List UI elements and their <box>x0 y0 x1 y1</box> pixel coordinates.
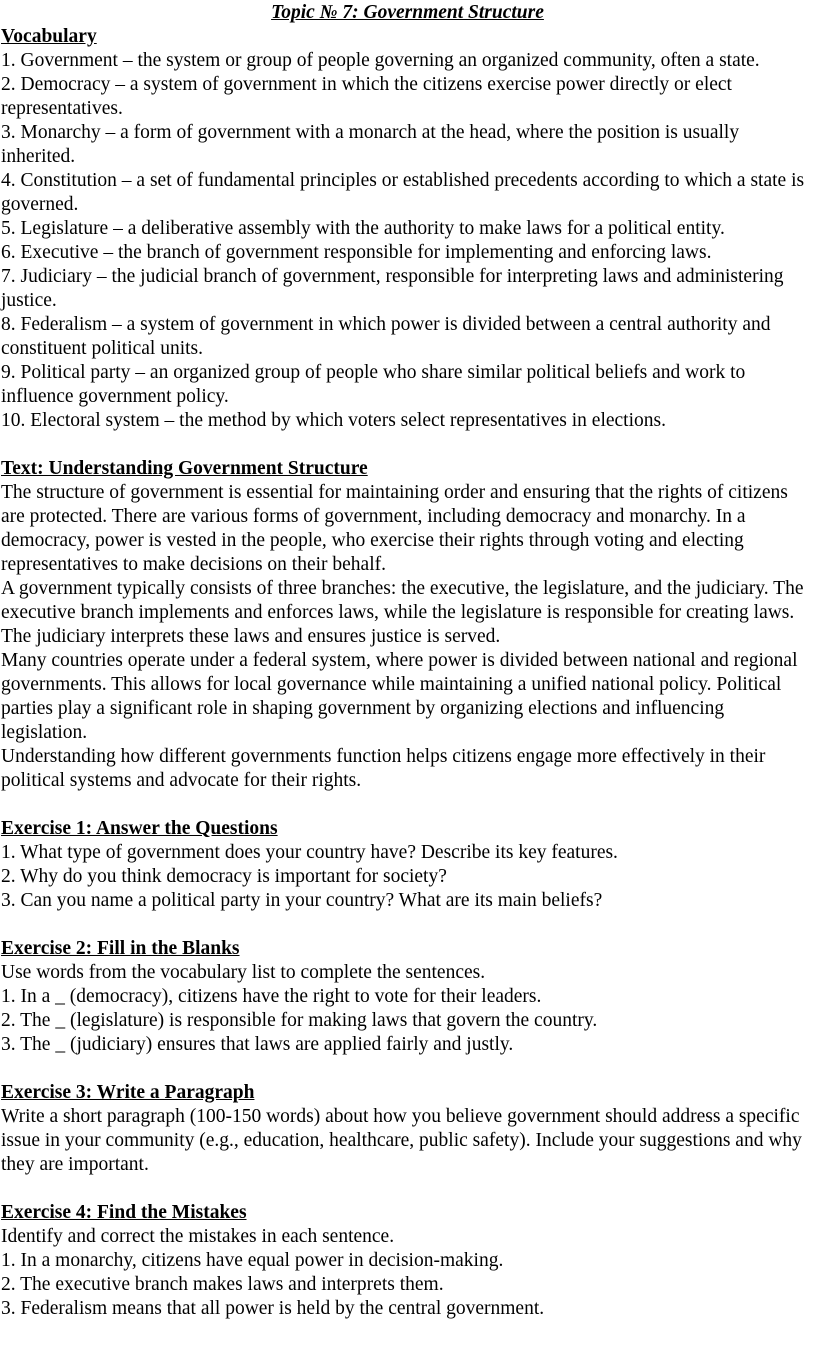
exercise-1 <box>1 817 814 913</box>
vocabulary-item: 4. Constitution – a set of fundamental principles or established precedents according to which a state is governed. <box>1 170 805 215</box>
vocabulary-item: 7. Judiciary – the judicial branch of government, responsible for interpreting laws and administering justice. <box>1 266 784 311</box>
exercise-line: 2. Why do you think democracy is important for society? <box>1 866 447 887</box>
vocabulary-item: 5. Legislature – a deliberative assembly with the authority to make laws for a political entity. <box>1 218 725 239</box>
exercise-line: Write a short paragraph (100-150 words) about how you believe government should address a specific issue in your community (e.g., education, healthcare, public safety). Include your suggestions and why they are important. <box>1 1106 802 1175</box>
exercise-3 <box>1 1081 814 1177</box>
exercise-heading: Exercise 3: Write a Paragraph <box>1 1082 255 1103</box>
vocabulary-item: 2. Democracy – a system of government in which the citizens exercise power directly or elect representatives. <box>1 74 732 119</box>
exercise-line: 3. The _ (judiciary) ensures that laws are applied fairly and justly. <box>1 1034 514 1055</box>
exercise-line: 2. The executive branch makes laws and interprets them. <box>1 1274 444 1295</box>
text-body <box>1 481 814 793</box>
exercise-4 <box>1 1201 814 1321</box>
vocabulary-item: 8. Federalism – a system of government in which power is divided between a central authority and constituent political units. <box>1 314 771 359</box>
text-heading: Text: Understanding Government Structure <box>1 458 368 479</box>
text-paragraph: A government typically consists of three branches: the executive, the legislature, and the judiciary. The executive branch implements and enforces laws, while the legislature is responsible for creating laws. The judiciary interprets these laws and ensures justice is served. <box>1 578 804 647</box>
exercise-line: Identify and correct the mistakes in each sentence. <box>1 1226 395 1247</box>
vocabulary-heading: Vocabulary <box>1 26 97 47</box>
text-paragraph: The structure of government is essential for maintaining order and ensuring that the rights of citizens are protected. There are various forms of government, including democracy and monarchy. In a democracy, power is vested in the people, who exercise their rights through voting and electing representatives to make decisions on their behalf. <box>1 482 788 575</box>
exercise-line: 3. Can you name a political party in your country? What are its main beliefs? <box>1 890 603 911</box>
text-paragraph: Many countries operate under a federal system, where power is divided between national and regional governments. This allows for local governance while maintaining a unified national policy. Political parties play a significant role in shaping government by organizing elections and influencing legislation. <box>1 650 798 743</box>
vocabulary-item: 1. Government – the system or group of people governing an organized community, often a state. <box>1 50 760 71</box>
vocabulary-list <box>1 49 814 433</box>
exercises <box>1 793 814 1321</box>
exercise-line: 1. In a _ (democracy), citizens have the right to vote for their leaders. <box>1 986 542 1007</box>
exercise-line: 1. In a monarchy, citizens have equal power in decision-making. <box>1 1250 504 1271</box>
exercise-line: 1. What type of government does your country have? Describe its key features. <box>1 842 618 863</box>
page-title: Topic № 7: Government Structure <box>271 2 544 23</box>
vocabulary-item: 10. Electoral system – the method by which voters select representatives in elections. <box>1 410 666 431</box>
exercise-heading: Exercise 4: Find the Mistakes <box>1 1202 247 1223</box>
exercise-line: Use words from the vocabulary list to complete the sentences. <box>1 962 486 983</box>
text-paragraph: Understanding how different governments function helps citizens engage more effectively in their political systems and advocate for their rights. <box>1 746 766 791</box>
exercise-heading: Exercise 2: Fill in the Blanks <box>1 938 240 959</box>
exercise-line: 2. The _ (legislature) is responsible for making laws that govern the country. <box>1 1010 598 1031</box>
vocabulary-item: 9. Political party – an organized group of people who share similar political beliefs and work to influence government policy. <box>1 362 746 407</box>
vocabulary-item: 6. Executive – the branch of government responsible for implementing and enforcing laws. <box>1 242 712 263</box>
exercise-2 <box>1 937 814 1057</box>
exercise-line: 3. Federalism means that all power is held by the central government. <box>1 1298 545 1319</box>
exercise-heading: Exercise 1: Answer the Questions <box>1 818 278 839</box>
vocabulary-item: 3. Monarchy – a form of government with a monarch at the head, where the position is usually inherited. <box>1 122 740 167</box>
